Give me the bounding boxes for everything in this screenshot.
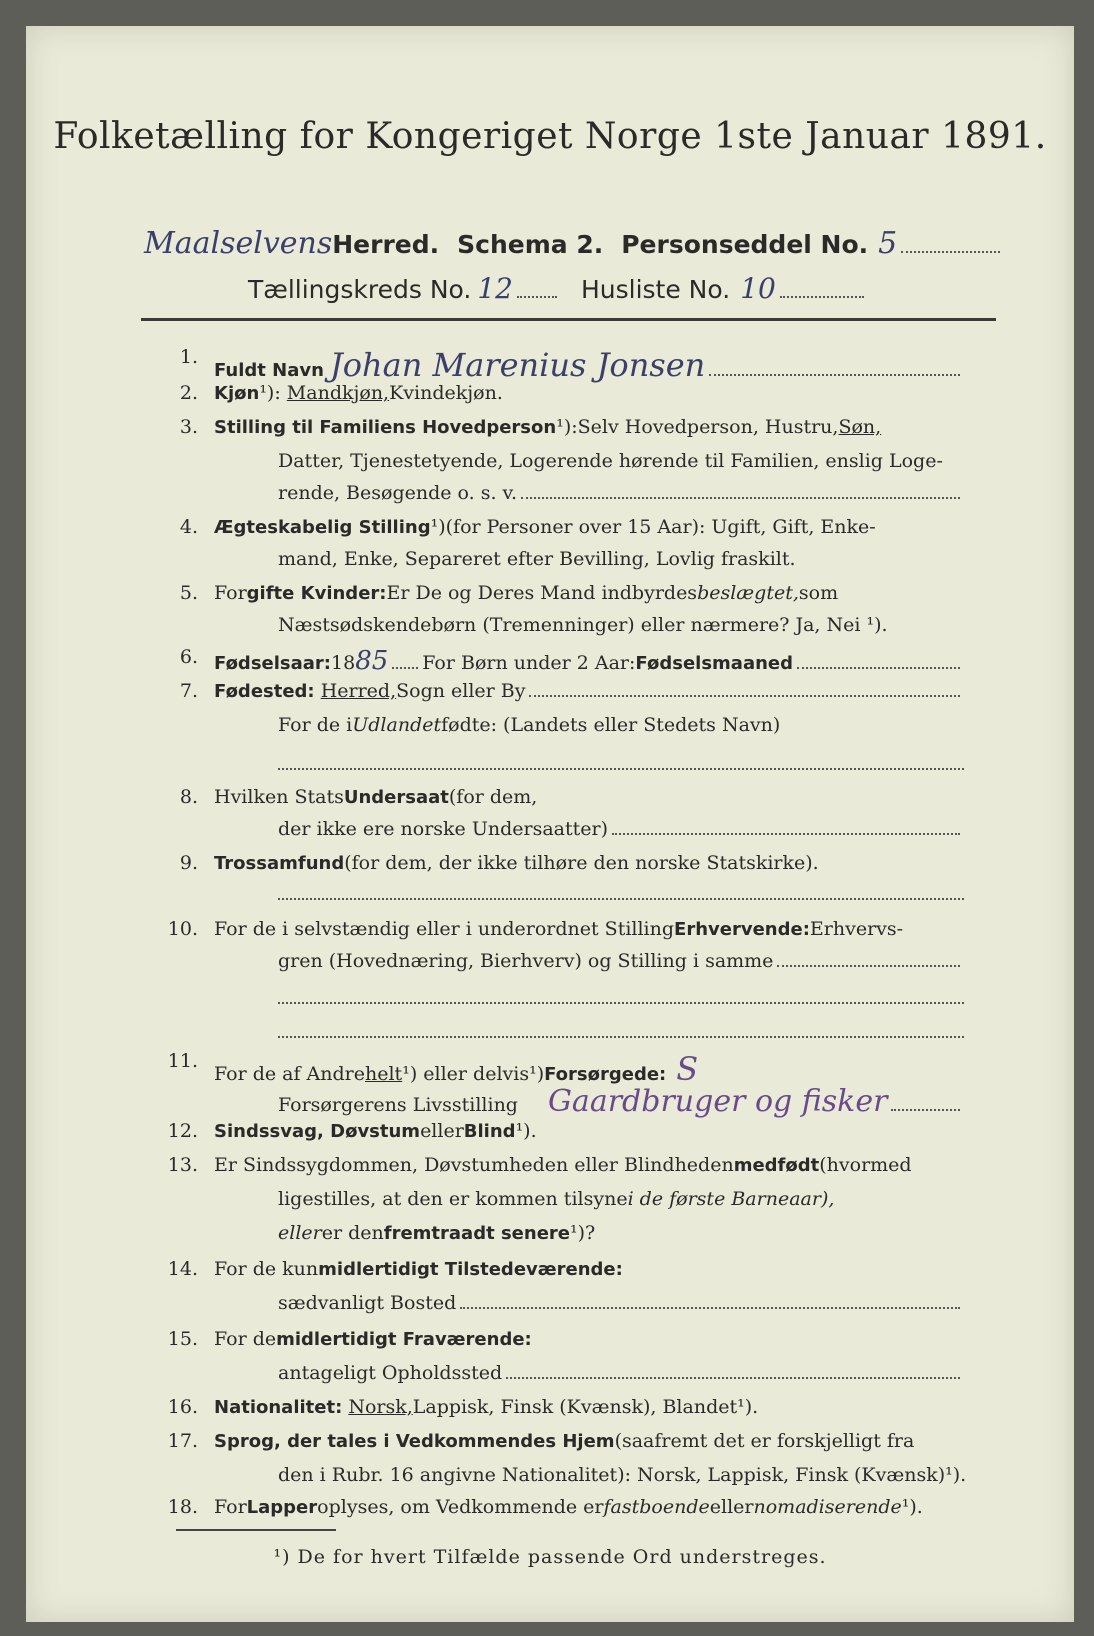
question-text: (for dem, bbox=[448, 786, 538, 808]
question-text: (saafremt det er forskjelligt fra bbox=[614, 1430, 915, 1452]
question-text: mand, Enke, Separeret efter Bevilling, Lovlig fraskilt. bbox=[278, 548, 796, 570]
dotted-fill bbox=[529, 695, 960, 697]
question-text: den i Rubr. 16 angivne Nationalitet): Norsk, Lappisk, Finsk (Kvænsk)¹). bbox=[278, 1464, 967, 1486]
answer-full-name: Johan Marenius Jonsen bbox=[329, 346, 706, 384]
question-text: For de i selvstændig eller i underordnet Stilling bbox=[214, 918, 675, 940]
question-label: Trossamfund bbox=[214, 853, 345, 874]
question-text: rende, Besøgende o. s. v. bbox=[278, 482, 518, 504]
dotted-fill bbox=[901, 251, 1000, 253]
underlined-answer: Mandkjøn, bbox=[286, 382, 390, 404]
header-rule bbox=[141, 318, 996, 321]
question-text: Næstsødskendebørn (Tremenninger) eller nærmere? Ja, Nei ¹). bbox=[278, 614, 888, 636]
underlined-answer: Søn, bbox=[838, 416, 882, 438]
question-text: For de bbox=[214, 1328, 277, 1350]
question-label: fremtraadt senere bbox=[383, 1223, 570, 1244]
underlined-answer: Herred, bbox=[320, 680, 397, 702]
question-text: Er Sindssygdommen, Døvstumheden eller Blindheden bbox=[214, 1154, 734, 1176]
footnote-ref: ¹) bbox=[430, 516, 446, 538]
blank-dotted-line bbox=[278, 1036, 964, 1038]
question-text-italic: i de første Barneaar), bbox=[627, 1188, 835, 1210]
question-number: 14. bbox=[167, 1258, 198, 1280]
question-text: (for Personer over 15 Aar): Ugift, Gift, Enke- bbox=[445, 516, 876, 538]
footnote-ref: ¹): bbox=[556, 416, 578, 438]
question-number: 9. bbox=[179, 852, 198, 874]
question-number: 6. bbox=[179, 646, 198, 668]
question-number: 12. bbox=[167, 1120, 198, 1142]
question-label: medfødt bbox=[733, 1155, 820, 1176]
question-text: sædvanligt Bosted bbox=[278, 1292, 457, 1314]
dotted-fill bbox=[777, 965, 960, 967]
question-number: 1. bbox=[179, 346, 198, 368]
question-text: antageligt Opholdssted bbox=[278, 1362, 503, 1384]
question-label: Erhvervende: bbox=[674, 919, 810, 940]
dotted-fill bbox=[517, 296, 557, 298]
dotted-fill bbox=[506, 1377, 960, 1379]
question-text: er den bbox=[321, 1222, 384, 1244]
question-number: 15. bbox=[167, 1328, 198, 1350]
personseddel-number: 5 bbox=[878, 226, 898, 261]
schema-label: Schema 2. bbox=[457, 230, 604, 259]
question-text: Datter, Tjenestetyende, Logerende hørende til Familien, enslig Loge- bbox=[278, 450, 943, 472]
question-number: 10. bbox=[167, 918, 198, 940]
question-text: Forsørgerens Livsstilling bbox=[278, 1094, 518, 1116]
question-label: gifte Kvinder: bbox=[246, 583, 387, 604]
question-text: For Børn under 2 Aar: bbox=[422, 652, 636, 674]
question-text: Selv Hovedperson, Hustru, bbox=[577, 416, 839, 438]
question-text: Lappisk, Finsk (Kvænsk), Blandet¹). bbox=[412, 1396, 759, 1418]
personseddel-label: Personseddel No. bbox=[621, 230, 869, 259]
question-text: eller bbox=[709, 1496, 754, 1518]
question-label: Forsørgede: bbox=[544, 1064, 667, 1085]
question-label: Stilling til Familiens Hovedperson bbox=[214, 417, 557, 438]
question-text: Erhvervs- bbox=[809, 918, 904, 940]
question-text: ¹) eller delvis¹) bbox=[402, 1063, 545, 1085]
question-label: Fødselsmaaned bbox=[635, 653, 794, 674]
question-text: Sogn eller By bbox=[396, 680, 526, 702]
question-number: 17. bbox=[167, 1430, 198, 1452]
question-text-italic: nomadiserende bbox=[753, 1496, 902, 1518]
answer-forsorget: S bbox=[676, 1050, 699, 1088]
taellingskreds-label: Tællingskreds No. bbox=[248, 275, 472, 304]
dotted-fill bbox=[797, 667, 960, 669]
dotted-fill bbox=[521, 497, 960, 499]
question-number: 18. bbox=[167, 1496, 198, 1518]
question-label: Sprog, der tales i Vedkommendes Hjem bbox=[214, 1431, 615, 1452]
question-text: ¹). bbox=[901, 1496, 923, 1518]
question-text-italic: eller bbox=[278, 1222, 322, 1244]
answer-provider-occupation: Gaardbruger og fisker bbox=[547, 1084, 888, 1119]
dotted-fill bbox=[780, 296, 864, 298]
question-text: For bbox=[214, 582, 247, 604]
question-number: 4. bbox=[179, 516, 198, 538]
question-number: 7. bbox=[179, 680, 198, 702]
dotted-fill bbox=[612, 833, 960, 835]
question-text: For de kun bbox=[214, 1258, 319, 1280]
dotted-fill bbox=[891, 1109, 960, 1111]
question-number: 3. bbox=[179, 416, 198, 438]
question-label: Blind bbox=[463, 1121, 516, 1142]
blank-dotted-line bbox=[278, 768, 964, 770]
underlined-answer: helt bbox=[365, 1063, 403, 1085]
footnote-ref: ¹): bbox=[259, 382, 281, 404]
question-number: 5. bbox=[179, 582, 198, 604]
herred-label: Herred. bbox=[332, 230, 440, 259]
dotted-fill bbox=[460, 1307, 960, 1309]
question-text-italic: fastboende bbox=[603, 1496, 710, 1518]
question-number: 16. bbox=[167, 1396, 198, 1418]
question-number: 13. bbox=[167, 1154, 198, 1176]
question-label: Kjøn bbox=[214, 383, 260, 404]
question-text: oplyses, om Vedkommende er bbox=[317, 1496, 604, 1518]
question-number: 11. bbox=[167, 1050, 198, 1072]
taellingskreds-number: 12 bbox=[477, 272, 513, 305]
answer-birth-year: 85 bbox=[355, 646, 389, 676]
question-text: For de af Andre bbox=[214, 1063, 365, 1085]
question-label: midlertidigt Fraværende: bbox=[276, 1329, 532, 1350]
question-label: Fødested: bbox=[214, 681, 315, 702]
dotted-fill bbox=[709, 374, 960, 376]
question-label: Fødselsaar: bbox=[214, 653, 331, 674]
question-number: 2. bbox=[179, 382, 198, 404]
form-title: Folketælling for Kongeriget Norge 1ste Januar 1891. bbox=[53, 116, 1047, 157]
question-number: 8. bbox=[179, 786, 198, 808]
question-label: Undersaat bbox=[343, 787, 449, 808]
question-text: Hvilken Stats bbox=[214, 786, 344, 808]
question-text: eller bbox=[420, 1120, 464, 1142]
husliste-label: Husliste No. bbox=[580, 275, 731, 304]
question-text: For de i bbox=[278, 714, 353, 736]
municipality-handwritten: Maalselvens bbox=[144, 226, 333, 261]
question-text: ligestilles, at den er kommen tilsyne bbox=[278, 1188, 628, 1210]
question-text: For bbox=[214, 1496, 247, 1518]
underlined-answer: Norsk, bbox=[348, 1396, 413, 1418]
question-text: som bbox=[798, 582, 839, 604]
question-label: midlertidigt Tilstedeværende: bbox=[318, 1259, 623, 1280]
header-line-1 bbox=[144, 226, 1004, 261]
question-label: Ægteskabelig Stilling bbox=[214, 517, 431, 538]
question-text: (hvormed bbox=[819, 1154, 912, 1176]
question-text: ¹)? bbox=[569, 1222, 596, 1244]
footnote: ¹) De for hvert Tilfælde passende Ord understreges. bbox=[273, 1546, 827, 1568]
question-text: Kvindekjøn. bbox=[389, 382, 503, 404]
dotted-fill bbox=[392, 667, 418, 669]
blank-dotted-line bbox=[278, 1002, 964, 1004]
question-text-italic: beslægtet, bbox=[697, 582, 799, 604]
question-text: ¹). bbox=[515, 1120, 537, 1142]
question-text: gren (Hovednæring, Bierhverv) og Stilling i samme bbox=[278, 950, 774, 972]
census-form-sheet bbox=[26, 26, 1074, 1622]
blank-dotted-line bbox=[278, 898, 964, 900]
question-label: Nationalitet: bbox=[214, 1397, 343, 1418]
question-label: Fuldt Navn bbox=[214, 360, 324, 381]
question-text: (for dem, der ikke tilhøre den norske Statskirke). bbox=[344, 852, 819, 874]
question-text: Er De og Deres Mand indbyrdes bbox=[386, 582, 698, 604]
question-label: Lapper bbox=[246, 1497, 318, 1518]
footnote-rule bbox=[176, 1529, 336, 1531]
husliste-number: 10 bbox=[740, 272, 776, 305]
question-text: fødte: (Landets eller Stedets Navn) bbox=[441, 714, 781, 736]
question-text: der ikke ere norske Undersaatter) bbox=[278, 818, 608, 840]
year-prefix: 18 bbox=[331, 652, 356, 674]
question-label: Sindssvag, Døvstum bbox=[214, 1121, 421, 1142]
question-text-italic: Udlandet bbox=[352, 714, 442, 736]
header-line-2 bbox=[248, 272, 868, 305]
